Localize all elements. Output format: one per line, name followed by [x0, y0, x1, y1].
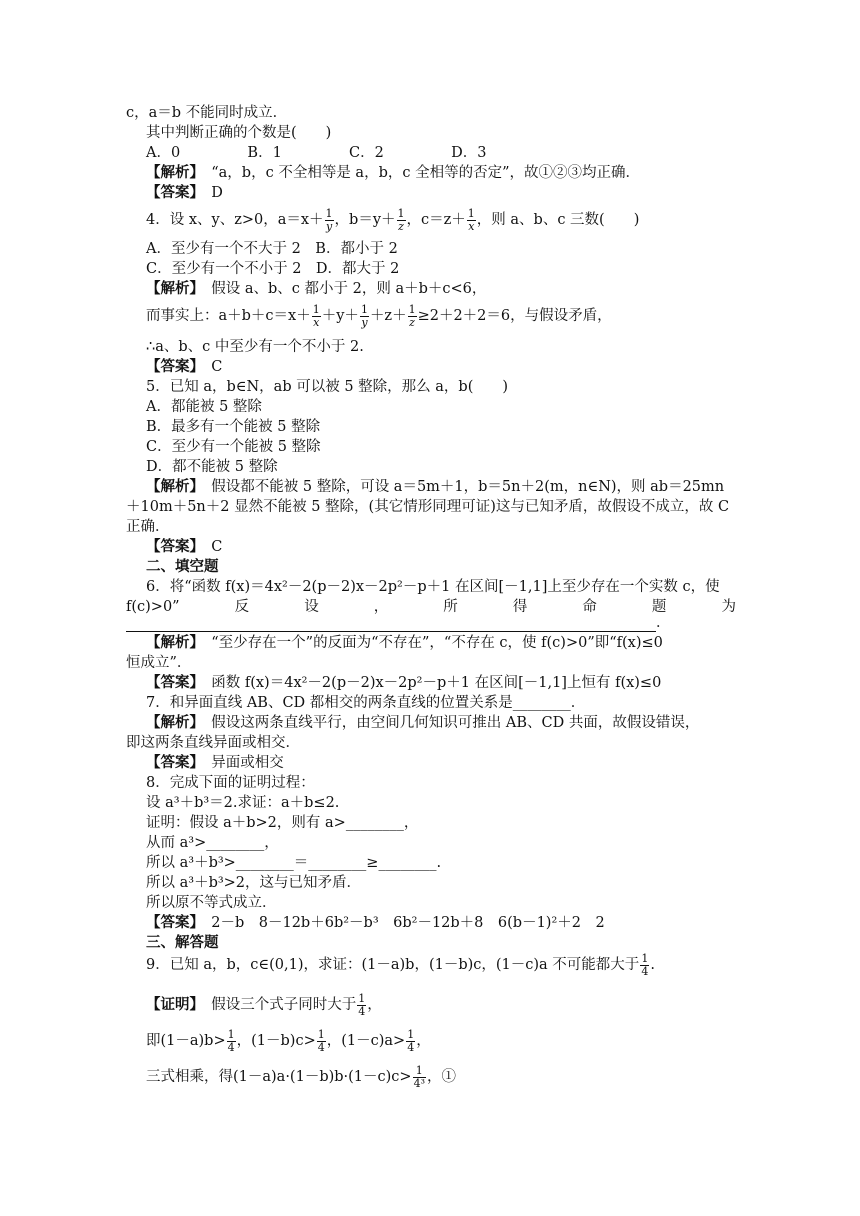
text-line: 证明：假设 a＋b>2，则有 a>________， — [146, 815, 419, 831]
fraction: $\frac{1}{4}$ — [317, 1027, 325, 1054]
option-b: B．1 — [247, 145, 282, 161]
text-line: 即这两条直线异面或相交． — [126, 735, 300, 751]
text-line: 所以原不等式成立． — [146, 895, 277, 911]
analysis-line: 【解析】 假设这两条直线平行，由空间几何知识可推出 AB、CD 共面，故假设错误， — [146, 714, 700, 731]
question-5: 5．已知 a，b∈N，ab 可以被 5 整除，那么 a，b( ) — [146, 379, 509, 395]
section-heading: 三、解答题 — [146, 934, 219, 951]
text-line: ＋10m＋5n＋2 显然不能被 5 整除，(其它情形同理可证)这与已知矛盾，故假设不成立，故 C — [126, 499, 730, 515]
text-line: ∴a、b、c 中至少有一个不小于 2. — [146, 339, 364, 355]
answer-tag: 【答案】 — [146, 184, 197, 201]
answer-tag: 【答案】 — [146, 914, 197, 931]
text-line: C．至少有一个不小于 2 D．都大于 2 — [146, 261, 400, 277]
question-9: 9．已知 a，b，c∈(0,1)，求证：(1－a)b，(1－b)c，(1－c)a 不可能都大于 $\frac{1}{4}$ . — [146, 951, 655, 978]
text-line: A．至少有一个不大于 2 B．都小于 2 — [146, 241, 398, 257]
question-4: 4．设 x、y、z>0，a＝x＋ $\frac{1}{y}$ ，b＝y＋ $\frac{1}{z}$ ，c＝z＋ $\frac{1}{x}$ ，则 a、b、c 三数( ) — [146, 206, 640, 233]
answer-blank — [126, 617, 656, 632]
answer-line: 【答案】 函数 f(x)＝4x²－2(p－2)x－2p²－p＋1 在区间[－1,1]上恒有 f(x)≤0 — [146, 674, 662, 691]
question-8: 8．完成下面的证明过程： — [146, 775, 315, 791]
fraction: $\frac{1}{x}$ — [312, 302, 320, 329]
analysis-tag: 【解析】 — [146, 280, 197, 297]
analysis-tag: 【解析】 — [146, 714, 197, 731]
text-line: B．最多有一个能被 5 整除 — [146, 419, 321, 435]
answer-line: 【答案】 2－b 8－12b＋6b²－b³ 6b²－12b＋8 6(b－1)²＋2 2 — [146, 914, 605, 931]
blank-line: ． — [126, 614, 736, 632]
text-line: 恒成立”． — [126, 655, 192, 671]
answer-line: 【答案】 C — [146, 358, 223, 375]
text-line-justified: f(c)>0” 反 设 ， 所 得 命 题 为 — [126, 599, 736, 615]
fraction: $\frac{1}{y}$ — [325, 206, 333, 233]
fraction: $\frac{1}{y}$ — [360, 302, 368, 329]
analysis-line: 【解析】 假设 a、b、c 都小于 2，则 a＋b＋c<6， — [146, 280, 487, 297]
analysis-line: 【解析】 假设都不能被 5 整除，可设 a＝5m＋1，b＝5n＋2(m，n∈N)，则 ab＝25mn — [146, 478, 725, 495]
answer-tag: 【答案】 — [146, 674, 197, 691]
text-line: 从而 a³>________， — [146, 835, 279, 851]
answer-line: 【答案】 D — [146, 184, 223, 201]
proof-line: 【证明】 假设三个式子同时大于 $\frac{1}{4}$ ， — [146, 991, 382, 1018]
text-line: c，a＝b 不能同时成立． — [126, 105, 288, 121]
fraction: $\frac{1}{4}$ — [227, 1027, 235, 1054]
text-line: C．至少有一个能被 5 整除 — [146, 439, 321, 455]
fraction: $\frac{1}{4}$ — [641, 951, 649, 978]
fraction: $\frac{1}{z}$ — [408, 302, 416, 329]
text-line: 正确． — [126, 519, 170, 535]
text-line: 其中判断正确的个数是( ) — [146, 125, 332, 141]
text-line: 设 a³＋b³＝2.求证：a＋b≤2. — [146, 795, 340, 811]
option-a: A．0 — [146, 145, 181, 161]
text-line: D．都不能被 5 整除 — [146, 459, 278, 475]
answer-line: 【答案】 C — [146, 538, 223, 555]
analysis-tag: 【解析】 — [146, 634, 197, 651]
answer-tag: 【答案】 — [146, 358, 197, 375]
option-d: D．3 — [451, 145, 487, 161]
analysis-tag: 【解析】 — [146, 164, 197, 181]
text-line: 所以 a³＋b³>________＝________≥________. — [146, 855, 442, 871]
analysis-line: 【解析】 “至少存在一个”的反面为“不存在”，“不存在 c，使 f(c)>0”即“f(x)≤0 — [146, 634, 663, 651]
section-heading: 二、填空题 — [146, 558, 219, 575]
proof-line: 三式相乘，得(1－a)a·(1－b)b·(1－c)c> $\frac{1}{\text{4³}}$ ，① — [146, 1063, 457, 1090]
fraction: $\frac{1}{z}$ — [397, 206, 405, 233]
answer-tag: 【答案】 — [146, 538, 197, 555]
text-line: 所以 a³＋b³>2，这与已知矛盾． — [146, 875, 362, 891]
fraction: $\frac{1}{\text{4³}}$ — [413, 1063, 426, 1090]
question-7: 7．和异面直线 AB、CD 都相交的两条直线的位置关系是________． — [146, 695, 586, 711]
proof-line: 即(1－a)b> $\frac{1}{4}$ ，(1－b)c> $\frac{1}{4}$ ，(1－c)a> $\frac{1}{4}$ ， — [146, 1027, 431, 1054]
text-line: A．都能被 5 整除 — [146, 399, 262, 415]
proof-tag: 【证明】 — [146, 996, 197, 1013]
option-c: C．2 — [349, 145, 384, 161]
answer-tag: 【答案】 — [146, 754, 197, 771]
analysis-line: 【解析】 “a，b，c 不全相等是 a，b，c 全相等的否定”，故①②③均正确． — [146, 164, 640, 181]
fraction: $\frac{1}{4}$ — [407, 1027, 415, 1054]
fraction: $\frac{1}{x}$ — [467, 206, 475, 233]
answer-line: 【答案】 异面或相交 — [146, 754, 284, 771]
question-6: 6．将“函数 f(x)＝4x²－2(p－2)x－2p²－p＋1 在区间[－1,1]上至少存在一个实数 c，使 — [146, 579, 720, 595]
analysis-tag: 【解析】 — [146, 478, 197, 495]
fraction: $\frac{1}{4}$ — [358, 991, 366, 1018]
options-line — [146, 144, 756, 162]
text-line: 而事实上：a＋b＋c＝x＋ $\frac{1}{x}$ ＋y＋ $\frac{1}{y}$ ＋z＋ $\frac{1}{z}$ ≥2＋2＋2＝6，与假设矛盾， — [146, 302, 612, 329]
